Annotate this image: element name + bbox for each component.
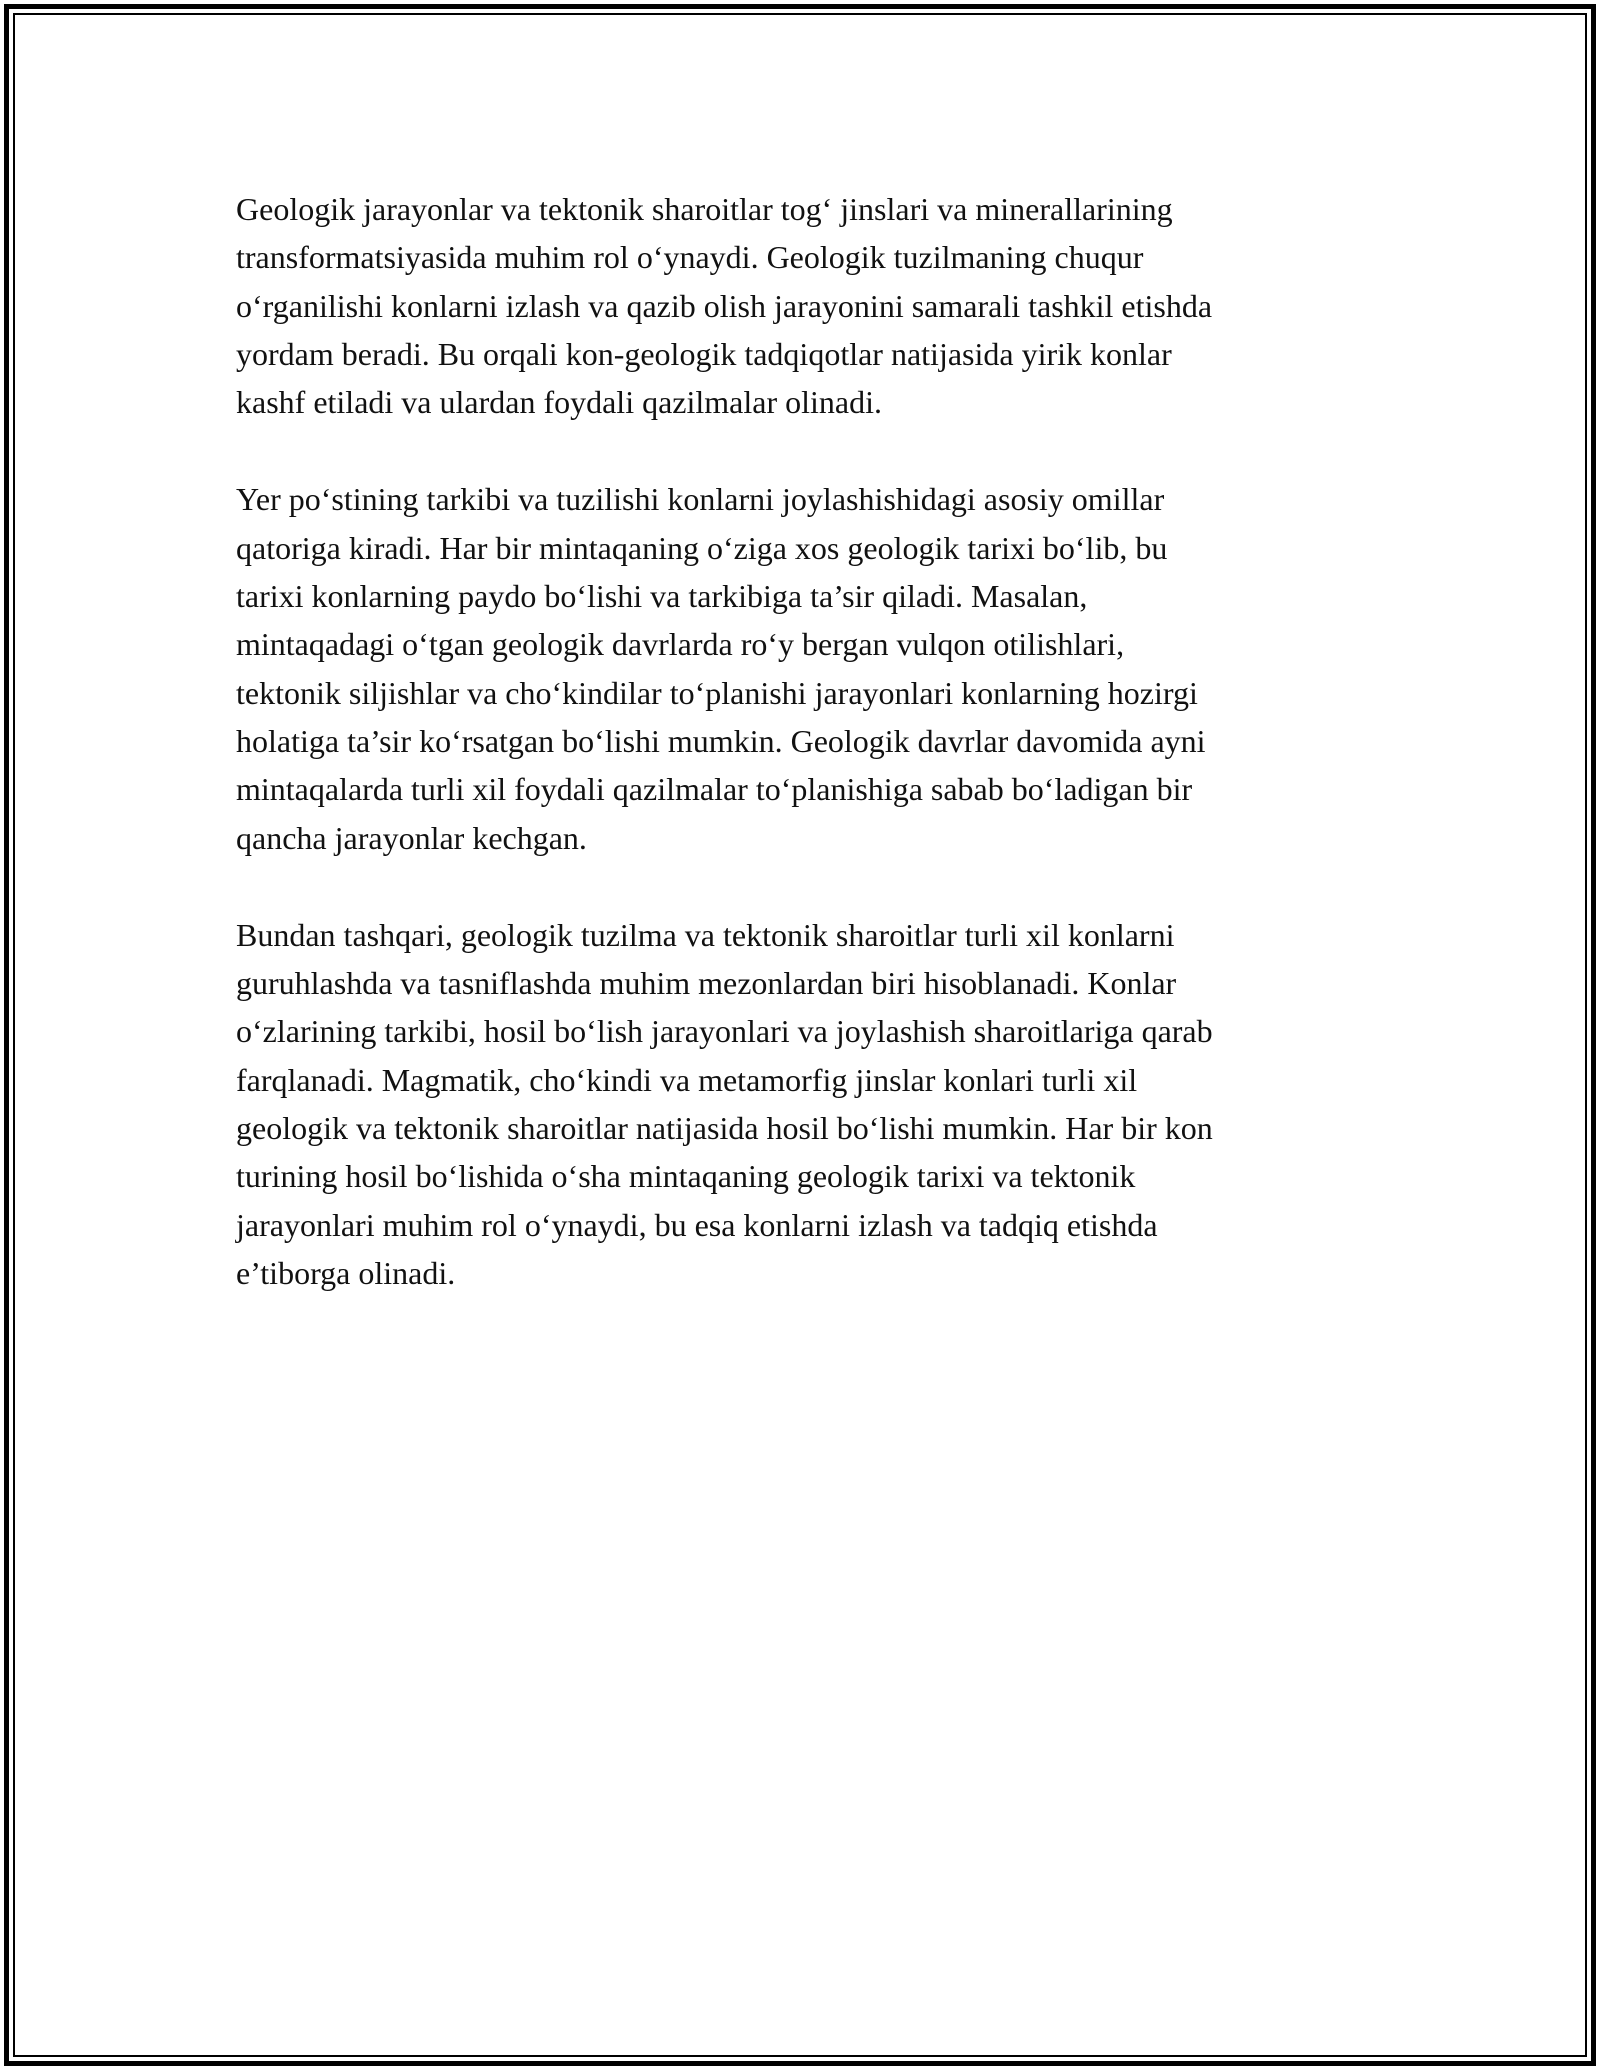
document-body [236,185,1356,1346]
paragraph-1: Geologik jarayonlar va tektonik sharoitlar tog‘ jinslari va minerallarining transformatsiyasida muhim rol o‘ynaydi. Geologik tuzilmaning chuqur o‘rganilishi konlarni izlash va qazib olish jarayonini samarali tashkil etishda yordam beradi. Bu orqali kon-geologik tadqiqotlar natijasida yirik konlar kashf etiladi va ulardan foydali qazilmalar olinadi. [236,191,1213,421]
paragraph-2: Yer po‘stining tarkibi va tuzilishi konlarni joylashishidagi asosiy omillar qatoriga kiradi. Har bir mintaqaning o‘ziga xos geologik tarixi bo‘lib, bu tarixi konlarning paydo bo‘lishi va tarkibiga ta’sir qiladi. Masalan, mintaqadagi o‘tgan geologik davrlarda ro‘y bergan vulqon otilishlari, tektonik siljishlar va cho‘kindilar to‘planishi jarayonlari konlarning hozirgi holatiga ta’sir ko‘rsatgan bo‘lishi mumkin. Geologik davrlar davomida ayni mintaqalarda turli xil foydali qazilmalar to‘planishiga sabab bo‘ladigan bir qancha jarayonlar kechgan. [236,481,1206,856]
paragraph-3: Bundan tashqari, geologik tuzilma va tektonik sharoitlar turli xil konlarni guruhlashda va tasniflashda muhim mezonlardan biri hisoblanadi. Konlar o‘zlarining tarkibi, hosil bo‘lish jarayonlari va joylashish sharoitlariga qarab farqlanadi. Magmatik, cho‘kindi va metamorfig jinslar konlari turli xil geologik va tektonik sharoitlar natijasida hosil bo‘lishi mumkin. Har bir kon turining hosil bo‘lishida o‘sha mintaqaning geologik tarixi va tektonik jarayonlari muhim rol o‘ynaydi, bu esa konlarni izlash va tadqiq etishda e’tiborga olinadi. [236,916,1213,1291]
